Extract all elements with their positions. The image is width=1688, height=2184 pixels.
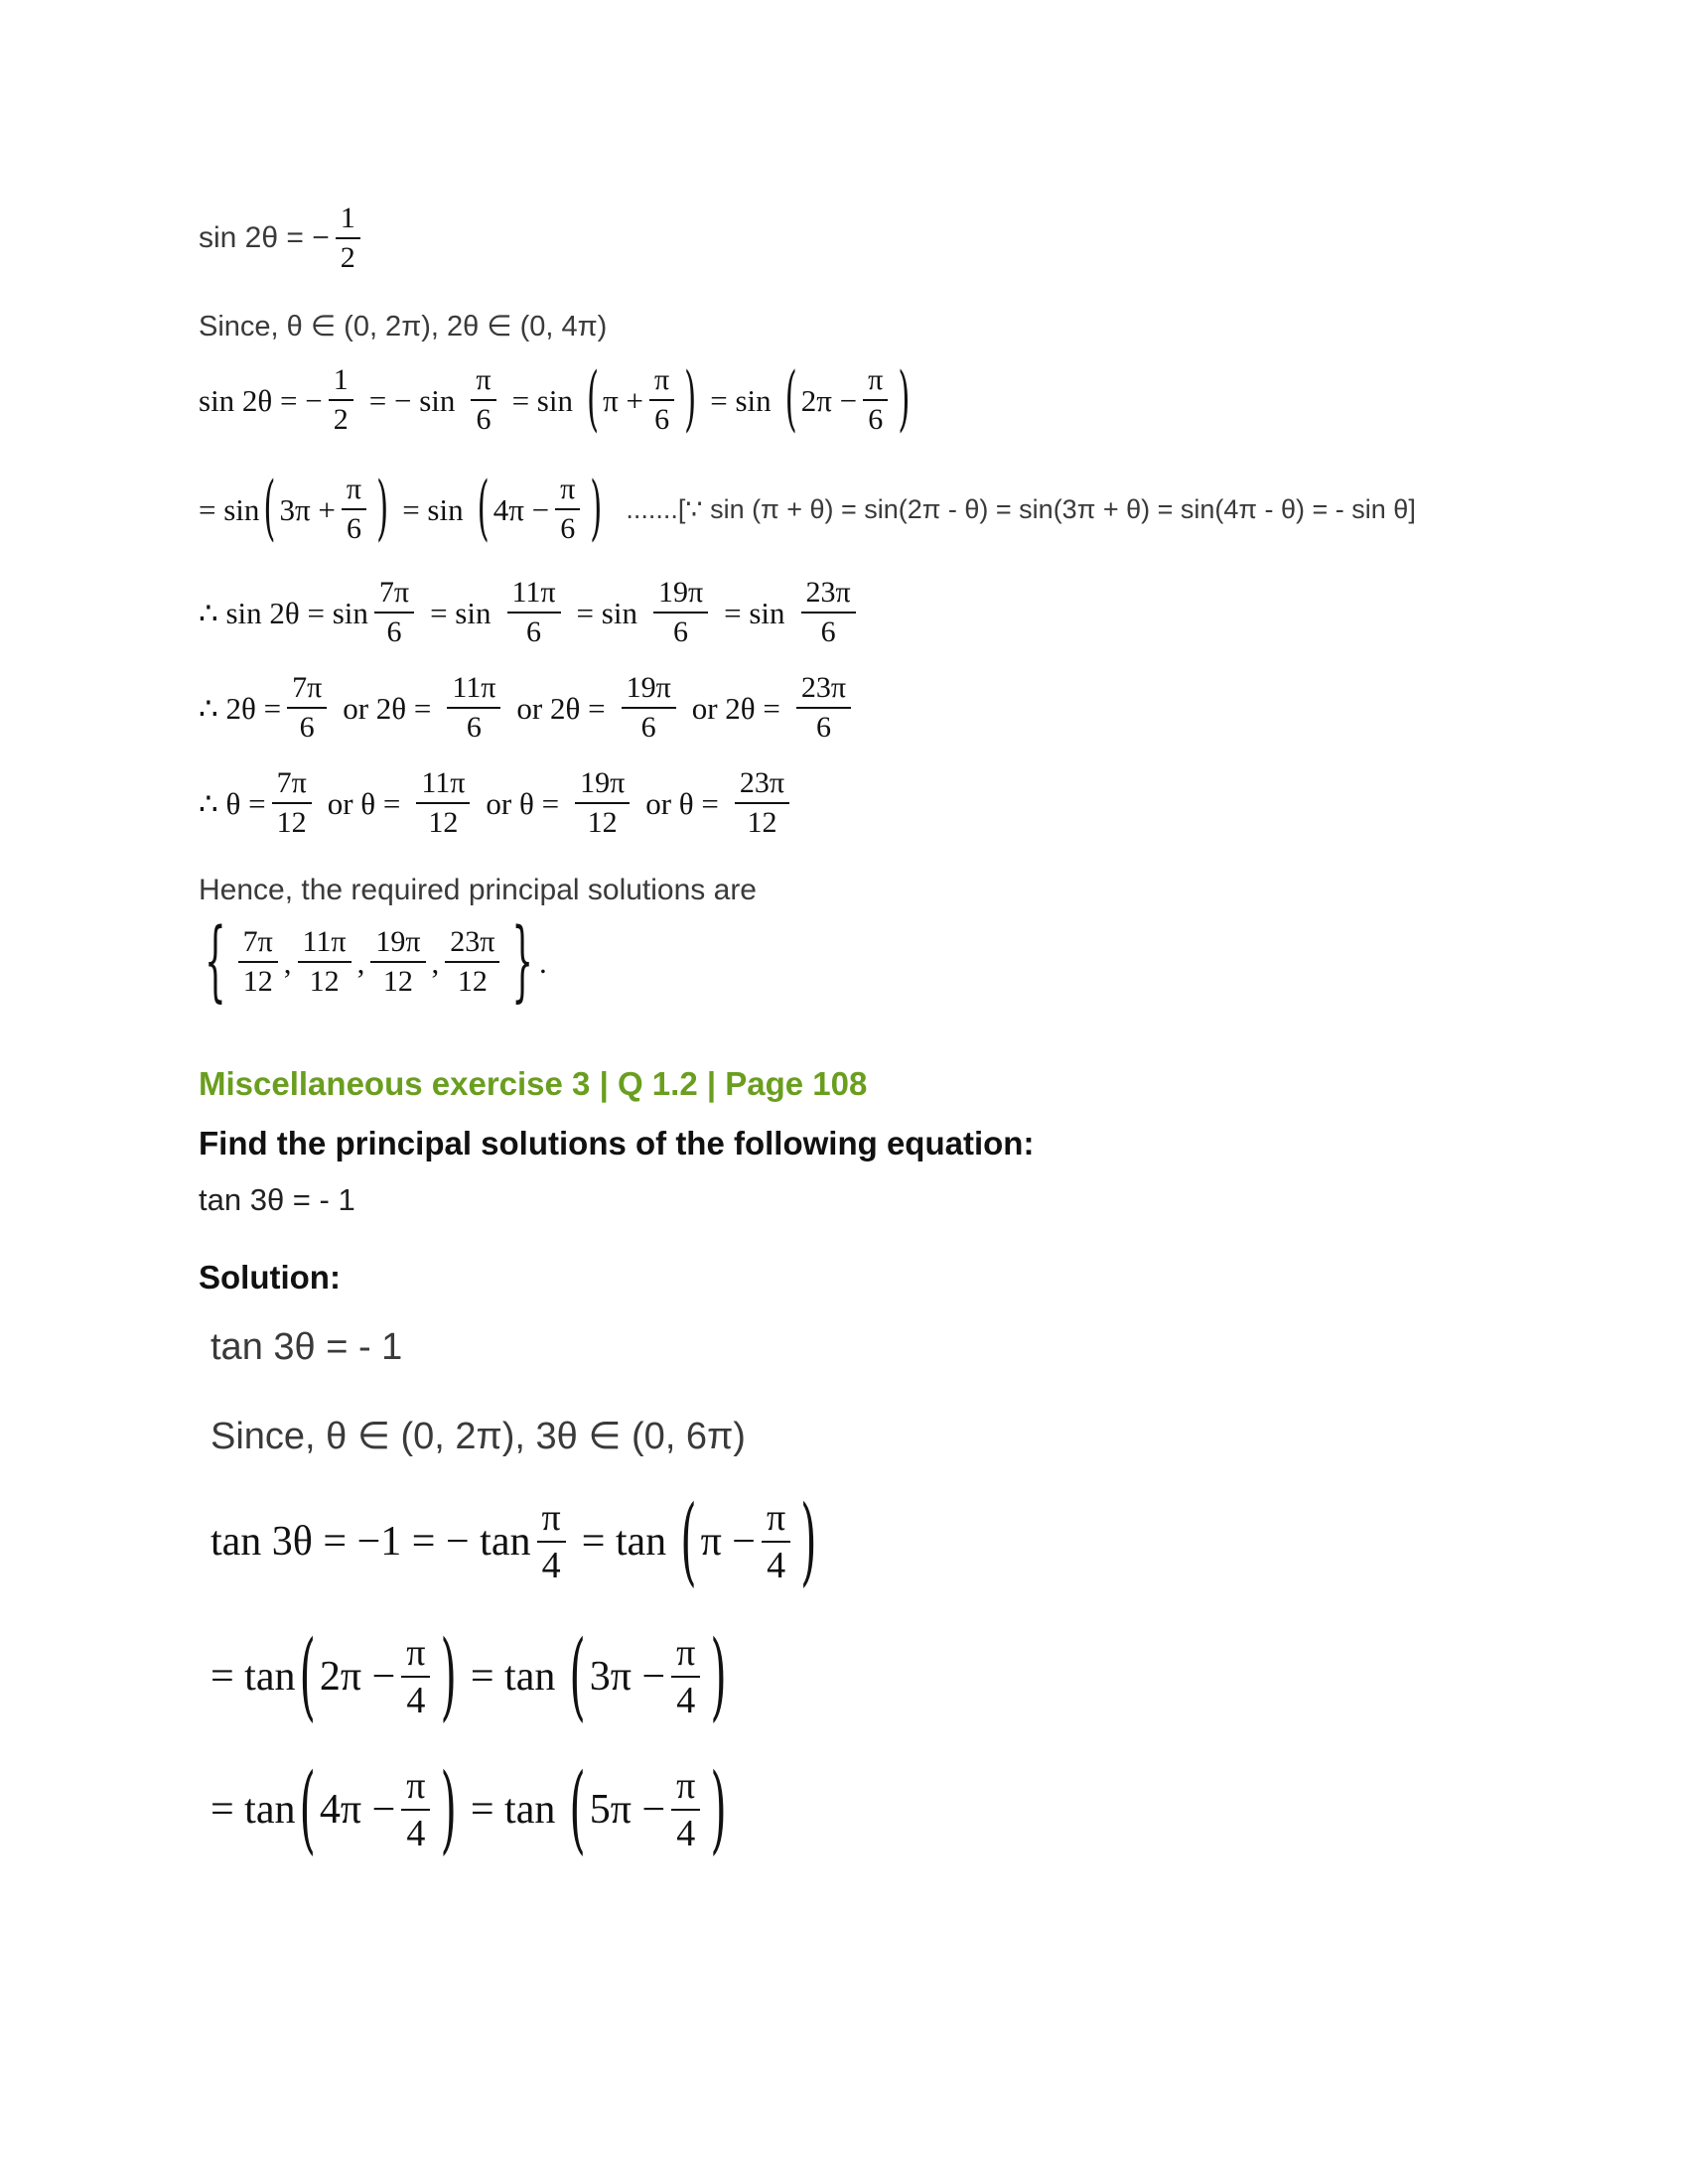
numerator: π: [671, 1767, 700, 1811]
eq-line-3: sin 2θ = − $\frac{1}{2}$ = − sin $\frac{\pi}{6}$ = sin ( π + $\frac{\pi}{6}$ ) = sin ( 2π − $\frac{\pi}{6}$ ): [199, 357, 911, 441]
since-interval-text: Since, θ ∈ (0, 2π), 2θ ∈ (0, 4π): [199, 311, 608, 342]
fraction: [401, 1634, 430, 1719]
eq-line-5: ∴ sin 2θ = sin $\frac{7\pi}{6}$ = sin $\frac{11\pi}{6}$ = sin $\frac{19\pi}{6}$ = sin $\frac{23\pi}{6}$: [199, 578, 862, 647]
fraction: [653, 578, 708, 647]
numerator: π: [863, 365, 888, 401]
fraction: [537, 1499, 566, 1584]
left-paren: (: [299, 1752, 316, 1865]
right-paren: ): [590, 467, 603, 550]
fraction: [649, 365, 674, 435]
right-paren: ): [710, 1752, 727, 1865]
denominator: 12: [309, 965, 340, 998]
fraction: [863, 365, 888, 435]
eq-lhs: sin 2θ = −: [199, 221, 330, 254]
numerator: 7π: [272, 768, 312, 804]
numerator: π: [671, 1634, 700, 1678]
fraction: [401, 1767, 430, 1852]
numerator: π: [762, 1499, 790, 1543]
right-paren: ): [440, 1752, 457, 1865]
numerator: 11π: [447, 673, 500, 709]
numerator: π: [471, 365, 495, 401]
numerator: 11π: [298, 927, 352, 963]
fraction: [575, 768, 630, 838]
numerator: 7π: [287, 673, 327, 709]
fraction: [272, 768, 312, 838]
right-brace: }: [511, 910, 534, 1014]
question-equation: tan 3θ = - 1: [199, 1182, 355, 1217]
denominator: 6: [299, 711, 315, 744]
fraction: [447, 673, 500, 743]
denominator: 12: [587, 806, 618, 839]
numerator: π: [537, 1499, 566, 1543]
right-paren: ): [684, 357, 697, 441]
left-brace: {: [205, 910, 226, 1014]
fraction: [471, 365, 495, 435]
fraction: [507, 578, 561, 647]
eq-line-7: ∴ θ = $\frac{7\pi}{12}$ or θ = $\frac{11\pi}{12}$ or θ = $\frac{19\pi}{12}$ or θ = $\frac{23\pi}{12}$: [199, 768, 795, 838]
left-paren: (: [784, 357, 797, 441]
fraction: [762, 1499, 790, 1584]
fraction: [671, 1767, 700, 1852]
fraction: [238, 927, 278, 997]
numerator: 1: [336, 204, 360, 239]
numerator: 7π: [374, 578, 414, 614]
numerator: 19π: [653, 578, 708, 614]
fraction: [329, 365, 353, 435]
numerator: 23π: [445, 927, 499, 963]
fraction: [416, 768, 470, 838]
denominator: 12: [457, 965, 488, 998]
denominator: 12: [428, 806, 459, 839]
denominator: 12: [382, 965, 413, 998]
left-paren: (: [586, 357, 600, 441]
fraction: [370, 927, 425, 997]
denominator: 4: [406, 1813, 426, 1854]
fraction: [336, 204, 360, 273]
numerator: 23π: [735, 768, 789, 804]
denominator: 2: [340, 241, 355, 274]
solution-set: { $\frac{7\pi}{12}$ , $\frac{11\pi}{12}$ , $\frac{19\pi}{12}$ , $\frac{23\pi}{12}$ } .: [205, 910, 547, 1014]
eq-line-4: = sin ( 3π + $\frac{\pi}{6}$ ) = sin ( 4π − $\frac{\pi}{6}$ ) .......[∵ sin (π + θ) = sin(2π - θ) = sin(3π + θ) = sin(4π - θ) = - sin θ]: [199, 467, 1416, 550]
denominator: 6: [654, 403, 670, 436]
numerator: 19π: [622, 673, 676, 709]
since-interval-text-2: Since, θ ∈ (0, 2π), 3θ ∈ (0, 6π): [211, 1416, 746, 1457]
left-paren: (: [299, 1619, 316, 1732]
right-paren: ): [710, 1619, 727, 1732]
numerator: 23π: [796, 673, 851, 709]
numerator: 23π: [801, 578, 856, 614]
right-paren: ): [440, 1619, 457, 1732]
right-paren: ): [898, 357, 911, 441]
eq-line-6: ∴ 2θ = $\frac{7\pi}{6}$ or 2θ = $\frac{11\pi}{6}$ or 2θ = $\frac{19\pi}{6}$ or 2θ = $\frac{23\pi}{6}$: [199, 673, 857, 743]
denominator: 4: [676, 1680, 696, 1721]
fraction: [342, 475, 366, 544]
denominator: 4: [406, 1680, 426, 1721]
question-text: Find the principal solutions of the following equation:: [199, 1125, 1035, 1161]
numerator: π: [401, 1767, 430, 1811]
denominator: 6: [560, 512, 576, 545]
fraction: [374, 578, 414, 647]
left-paren: (: [477, 467, 490, 550]
left-paren: (: [569, 1752, 586, 1865]
denominator: 4: [541, 1545, 561, 1586]
numerator: π: [555, 475, 580, 510]
fraction: [671, 1634, 700, 1719]
denominator: 12: [276, 806, 307, 839]
right-paren: ): [800, 1484, 817, 1597]
fraction: [287, 673, 327, 743]
numerator: 19π: [575, 768, 630, 804]
denominator: 6: [526, 615, 542, 648]
tan-eq-line-3: = tan ( 4π − $\frac{\pi}{4}$ ) = tan ( 5π − $\frac{\pi}{4}$ ): [211, 1752, 727, 1865]
denominator: 6: [386, 615, 402, 648]
numerator: 1: [329, 365, 353, 401]
denominator: 6: [815, 711, 831, 744]
solution-equation: tan 3θ = - 1: [211, 1326, 403, 1368]
fraction: [622, 673, 676, 743]
hence-text: Hence, the required principal solutions are: [199, 874, 757, 906]
numerator: 11π: [507, 578, 561, 614]
denominator: 6: [476, 403, 492, 436]
fraction: [445, 927, 499, 997]
denominator: 2: [333, 403, 349, 436]
fraction: [801, 578, 856, 647]
fraction: [298, 927, 352, 997]
left-paren: (: [569, 1619, 586, 1732]
numerator: π: [401, 1634, 430, 1678]
fraction: [735, 768, 789, 838]
denominator: 6: [820, 615, 836, 648]
right-paren: ): [376, 467, 389, 550]
eq-sin2theta-value: [199, 204, 366, 273]
fraction: [796, 673, 851, 743]
numerator: π: [342, 475, 366, 510]
identity-note: .......[∵ sin (π + θ) = sin(2π - θ) = sin(3π + θ) = sin(4π - θ) = - sin θ]: [626, 493, 1416, 524]
tan-eq-line-1: tan 3θ = −1 = − tan $\frac{\pi}{4}$ = tan ( π − $\frac{\pi}{4}$ ): [211, 1484, 817, 1597]
denominator: 12: [242, 965, 273, 998]
denominator: 6: [673, 615, 689, 648]
denominator: 4: [676, 1813, 696, 1854]
denominator: 6: [347, 512, 361, 545]
denominator: 4: [767, 1545, 786, 1586]
denominator: 6: [466, 711, 482, 744]
numerator: π: [649, 365, 674, 401]
left-paren: (: [680, 1484, 697, 1597]
left-paren: (: [263, 467, 276, 550]
solution-label: Solution:: [199, 1259, 341, 1296]
denominator: 6: [868, 403, 884, 436]
exercise-heading-link[interactable]: Miscellaneous exercise 3 | Q 1.2 | Page 108: [199, 1065, 868, 1102]
numerator: 11π: [416, 768, 470, 804]
fraction: [555, 475, 580, 544]
numerator: 19π: [370, 927, 425, 963]
denominator: 12: [747, 806, 777, 839]
tan-eq-line-2: = tan ( 2π − $\frac{\pi}{4}$ ) = tan ( 3π − $\frac{\pi}{4}$ ): [211, 1619, 727, 1732]
numerator: 7π: [238, 927, 278, 963]
denominator: 6: [640, 711, 656, 744]
